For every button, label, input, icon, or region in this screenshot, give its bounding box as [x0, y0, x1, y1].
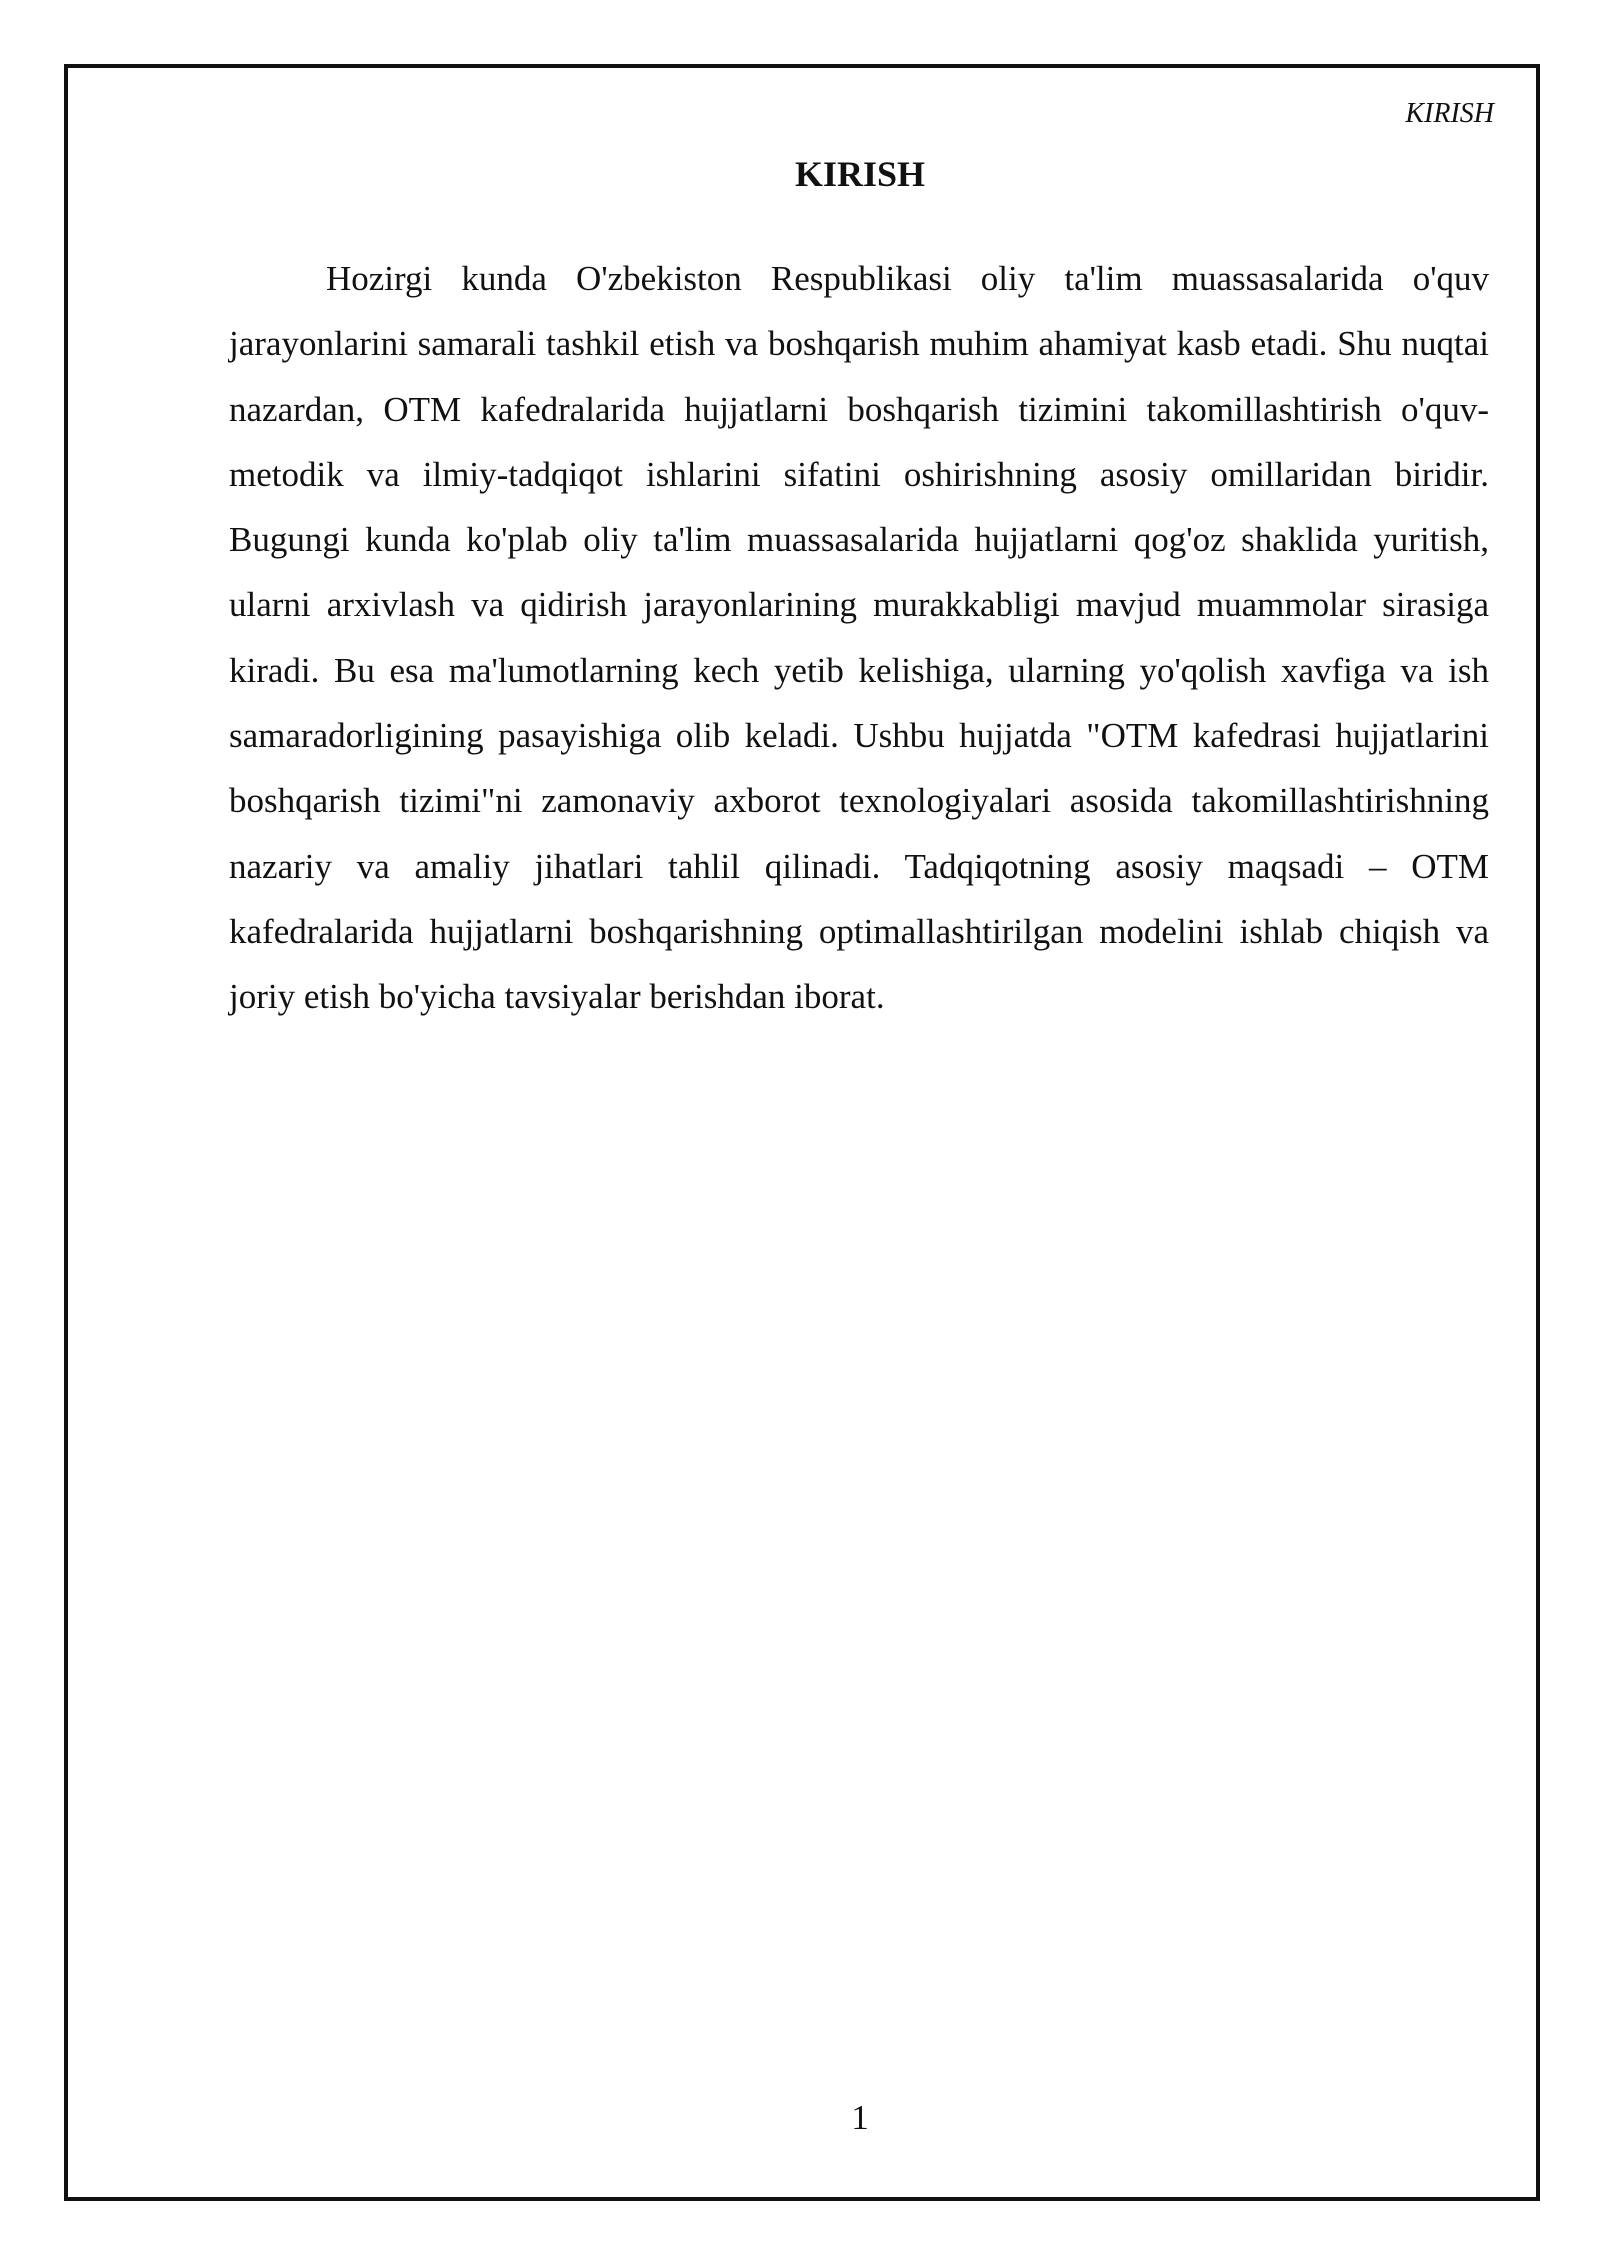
body-paragraph: Hozirgi kunda O'zbekiston Respublikasi oliy ta'lim muassasalarida o'quv jarayonlarini samarali tashkil etish va boshqarish muhim ahamiyat kasb etadi. Shu nuqtai nazardan, OTM kafedralarida hujjatlarni boshqarish tizimini takomillashtirish o'quv-metodik va ilmiy-tadqiqot ishlarini sifatini oshirishning asosiy omillaridan biridir. Bugungi kunda ko'plab oliy ta'lim muassasalarida hujjatlarni qog'oz shaklida yuritish, ularni arxivlash va qidirish jarayonlarining murakkabligi mavjud muammolar sirasiga kiradi. Bu esa ma'lumotlarning kech yetib kelishiga, ularning yo'qolish xavfiga va ish samaradorligining pasayishiga olib keladi. Ushbu hujjatda "OTM kafedrasi hujjatlarini boshqarish tizimi"ni zamonaviy axborot texnologiyalari asosida takomillashtirishning nazariy va amaliy jihatlari tahlil qilinadi. Tadqiqotning asosiy maqsadi – OTM kafedralarida hujjatlarni boshqarishning optimallashtirilgan modelini ishlab chiqish va joriy etish bo'yicha tavsiyalar berishdan iborat.	[229, 259, 1489, 1017]
running-header: KIRISH	[1405, 98, 1494, 129]
page-title: KIRISH	[794, 154, 926, 194]
page-number: 1	[851, 2098, 869, 2137]
